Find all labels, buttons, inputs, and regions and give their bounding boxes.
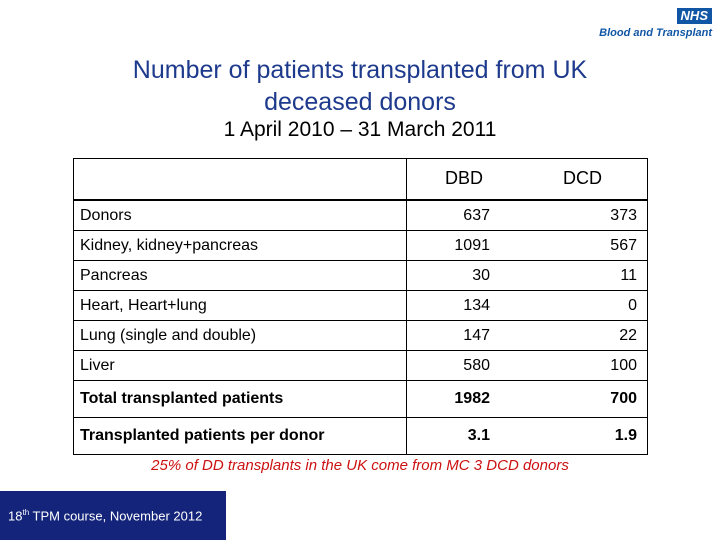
dbd-value: 1982	[454, 390, 490, 407]
row-label: Kidney, kidney+pancreas	[80, 236, 259, 254]
nhs-logo-mark: NHS	[677, 8, 712, 24]
dcd-value: 373	[610, 206, 637, 224]
footnote: 25% of DD transplants in the UK come from MC 3 DCD donors	[151, 457, 569, 474]
nhsbt-logo	[584, 8, 714, 42]
slide-subtitle: 1 April 2010 – 31 March 2011	[223, 118, 497, 141]
row-label: Transplanted patients per donor	[80, 427, 325, 444]
dbd-value: 3.1	[467, 427, 490, 444]
dcd-value: 1.9	[614, 427, 637, 444]
dcd-value: 22	[619, 326, 637, 344]
row-label: Pancreas	[80, 266, 148, 284]
slide-title	[0, 54, 720, 118]
dcd-value: 567	[610, 236, 637, 254]
title-line-1: Number of patients transplanted from UK	[132, 56, 588, 84]
dcd-value: 700	[610, 390, 637, 407]
footer-text: 18th TPM course, November 2012	[8, 508, 203, 524]
dcd-value: 11	[620, 266, 637, 284]
dbd-value: 30	[472, 266, 490, 284]
org-name: Blood and Transplant	[599, 27, 712, 39]
table-row	[74, 260, 647, 290]
transplant-table	[73, 199, 648, 455]
column-header-dbd: DBD	[445, 168, 484, 188]
row-label: Heart, Heart+lung	[80, 296, 207, 314]
table-row	[74, 230, 647, 260]
footer-bar	[0, 491, 226, 540]
dbd-value: 1091	[454, 236, 490, 254]
dcd-value: 100	[610, 356, 637, 374]
dbd-value: 580	[463, 356, 490, 374]
row-label: Total transplanted patients	[80, 390, 284, 407]
table-row	[74, 350, 647, 380]
row-label: Liver	[80, 356, 115, 374]
column-header-dcd: DCD	[563, 168, 602, 188]
dcd-value: 0	[628, 296, 637, 314]
table-row	[74, 320, 647, 350]
table-header-box	[73, 158, 648, 200]
table-row-total	[74, 380, 647, 417]
table-row	[74, 200, 647, 230]
dbd-value: 637	[463, 206, 490, 224]
dbd-value: 134	[463, 296, 490, 314]
title-line-2: deceased donors	[264, 88, 456, 116]
row-label: Lung (single and double)	[80, 326, 257, 344]
dbd-value: 147	[463, 326, 490, 344]
row-label: Donors	[80, 206, 132, 224]
table-row	[74, 290, 647, 320]
table-row-per-donor	[74, 417, 647, 454]
